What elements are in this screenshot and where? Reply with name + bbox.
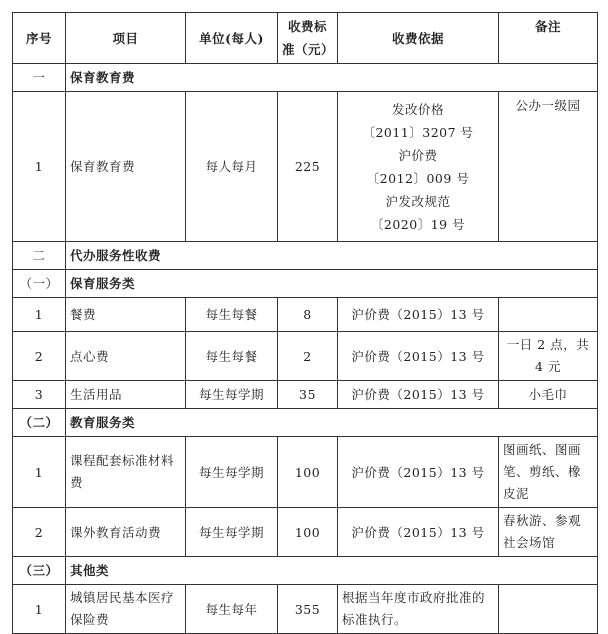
row-standard: 225: [278, 92, 338, 242]
header-item: 项目: [66, 13, 186, 64]
row-basis: 沪价费（2015）13 号: [338, 298, 499, 332]
row-remark: 小毛巾: [499, 381, 598, 409]
section-no: （三）: [13, 557, 66, 585]
row-no: 1: [13, 298, 66, 332]
row-item: 城镇居民基本医疗保险费: [66, 585, 186, 634]
header-row: [13, 13, 598, 64]
row-no: 1: [13, 585, 66, 634]
row-item: 保育教育费: [66, 92, 186, 242]
section-row: [13, 409, 598, 437]
row-standard: 100: [278, 437, 338, 508]
section-no: （二）: [13, 409, 66, 437]
section-row: [13, 242, 598, 270]
row-basis: 根据当年度市政府批准的标准执行。: [338, 585, 499, 634]
row-unit: 每生每年: [186, 585, 278, 634]
row-remark: 一日 2 点，共 4 元: [499, 332, 598, 381]
row-basis: 沪价费（2015）13 号: [338, 508, 499, 557]
row-remark: 春秋游、参观社会场馆: [499, 508, 598, 557]
row-no: 1: [13, 92, 66, 242]
row-remark: 图画纸、图画笔、剪纸、橡皮泥: [499, 437, 598, 508]
section-no: （一）: [13, 270, 66, 298]
row-no: 1: [13, 437, 66, 508]
row-item: 餐费: [66, 298, 186, 332]
basis-line: 〔2020〕19 号: [370, 216, 466, 232]
row-standard: 355: [278, 585, 338, 634]
basis-line: 沪价费: [398, 147, 438, 163]
basis-line: 〔2012〕009 号: [366, 170, 470, 186]
header-unit: 单位(每人): [186, 13, 278, 64]
row-no: 2: [13, 508, 66, 557]
section-title: 代办服务性收费: [66, 242, 598, 270]
row-item: 点心费: [66, 332, 186, 381]
row-item: 课外教育活动费: [66, 508, 186, 557]
basis-line: 〔2011〕3207 号: [362, 124, 474, 140]
header-standard-line2: 准（元）: [282, 42, 335, 57]
section-title: 保育服务类: [66, 270, 598, 298]
table-row: [13, 585, 598, 634]
row-unit: 每人每月: [186, 92, 278, 242]
section-title: 其他类: [66, 557, 598, 585]
table-row: [13, 381, 598, 409]
fee-table: [12, 12, 598, 634]
row-unit: 每生每学期: [186, 381, 278, 409]
row-remark: [499, 298, 598, 332]
row-unit: 每生每学期: [186, 508, 278, 557]
row-unit: 每生每餐: [186, 298, 278, 332]
basis-line: 沪发改规范: [385, 193, 451, 209]
row-standard: 8: [278, 298, 338, 332]
table-row: [13, 332, 598, 381]
row-no: 2: [13, 332, 66, 381]
header-standard-line1: 收费标: [287, 19, 327, 34]
section-row: [13, 270, 598, 298]
row-item: 课程配套标准材料费: [66, 437, 186, 508]
section-title: 教育服务类: [66, 409, 598, 437]
header-basis: 收费依据: [338, 13, 499, 64]
table-row: [13, 298, 598, 332]
section-no: 二: [13, 242, 66, 270]
row-basis: 沪价费（2015）13 号: [338, 437, 499, 508]
row-no: 3: [13, 381, 66, 409]
row-item: 生活用品: [66, 381, 186, 409]
row-standard: 2: [278, 332, 338, 381]
section-title: 保育教育费: [66, 64, 598, 92]
section-row: [13, 64, 598, 92]
row-unit: 每生每餐: [186, 332, 278, 381]
row-basis: [338, 92, 499, 242]
table-row: [13, 437, 598, 508]
header-no: 序号: [13, 13, 66, 64]
row-remark: 公办一级园: [499, 92, 598, 242]
table-row: [13, 92, 598, 242]
row-standard: 35: [278, 381, 338, 409]
basis-line: 发改价格: [391, 101, 444, 117]
row-basis: 沪价费（2015）13 号: [338, 381, 499, 409]
header-standard: [278, 13, 338, 64]
section-no: 一: [13, 64, 66, 92]
section-row: [13, 557, 598, 585]
header-remark: 备注: [499, 13, 598, 64]
row-standard: 100: [278, 508, 338, 557]
row-basis: 沪价费（2015）13 号: [338, 332, 499, 381]
row-remark: [499, 585, 598, 634]
row-unit: 每生每学期: [186, 437, 278, 508]
table-row: [13, 508, 598, 557]
